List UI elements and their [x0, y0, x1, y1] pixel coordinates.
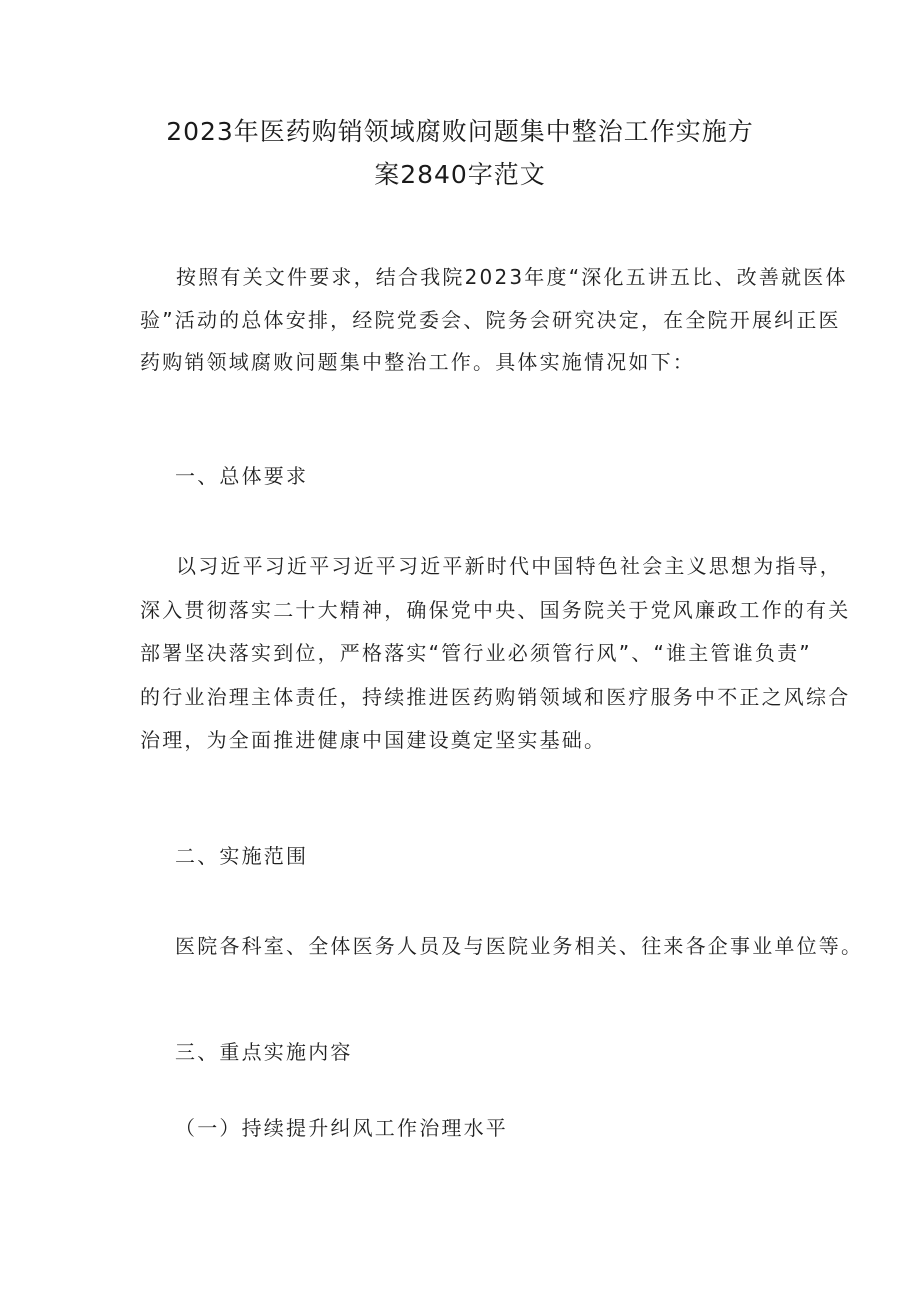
- general-requirements-paragraph: [140, 545, 850, 763]
- subsection-heading-1: [175, 1107, 508, 1150]
- intro-paragraph: [140, 256, 848, 384]
- intro-line: 药购销领域腐败问题集中整治工作。具体实施情况如下：: [140, 350, 695, 374]
- paragraph-line: 的行业治理主体责任，持续推进医药购销领域和医疗服务中不正之风综合: [140, 684, 851, 709]
- paragraph-line: 医院各科室、全体医务人员及与医院业务相关、往来各企事业单位等。: [175, 934, 864, 958]
- paragraph-line: 以习近平习近平习近平习近平新时代中国特色社会主义思想为指导，: [176, 554, 842, 578]
- document-title-line-1: 2023年医药购销领域腐败问题集中整治工作实施方: [166, 117, 754, 146]
- paragraph-line: 部署坚决落实到位，严格落实“管行业必须管行风”、“谁主管谁负责”: [140, 641, 812, 665]
- section-heading-scope: [175, 835, 308, 878]
- subsection-heading-text: （一）持续提升纠风工作治理水平: [175, 1116, 508, 1140]
- scope-paragraph: [175, 925, 863, 968]
- document-title-line-2: 案2840字范文: [374, 160, 546, 189]
- section-heading-text: 三、重点实施内容: [175, 1040, 353, 1064]
- intro-line: 按照有关文件要求，结合我院2023年度“深化五讲五比、改善就医体: [176, 265, 848, 289]
- paragraph-line: 治理，为全面推进健康中国建设奠定坚实基础。: [140, 728, 607, 752]
- section-heading-text: 一、总体要求: [175, 464, 309, 488]
- section-heading-key-content: [175, 1031, 353, 1074]
- section-heading-general-requirements: [175, 455, 308, 498]
- section-heading-text: 二、实施范围: [175, 844, 309, 868]
- intro-line: 验”活动的总体安排，经院党委会、院务会研究决定，在全院开展纠正医: [140, 307, 841, 332]
- paragraph-line: 深入贯彻落实二十大精神，确保党中央、国务院关于党风廉政工作的有关: [140, 597, 851, 622]
